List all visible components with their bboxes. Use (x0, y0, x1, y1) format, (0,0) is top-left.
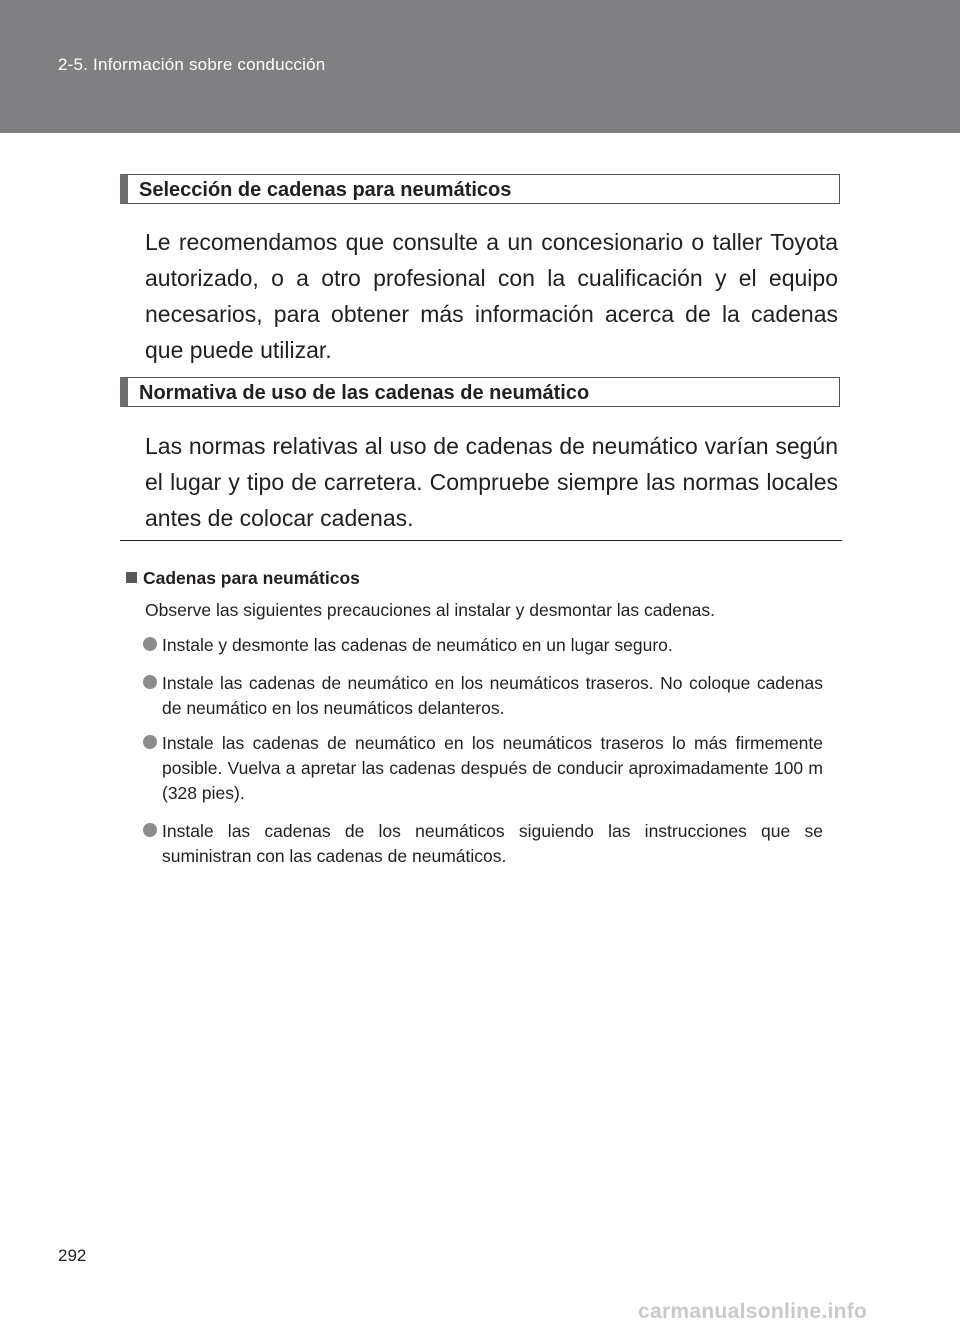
list-item: Instale y desmonte las cadenas de neumático en un lugar seguro. (143, 633, 823, 658)
page-number: 292 (58, 1246, 87, 1265)
circle-bullet-icon (143, 823, 157, 837)
square-bullet-icon (126, 572, 137, 583)
breadcrumb: 2-5. Información sobre conducción (58, 55, 326, 74)
list-item: Instale las cadenas de los neumáticos siguiendo las instrucciones que se suministran con las cadenas de neumáticos. (143, 819, 823, 869)
circle-bullet-icon (143, 675, 157, 689)
divider (120, 540, 842, 541)
page-header (0, 0, 960, 133)
circle-bullet-icon (143, 735, 157, 749)
watermark: carmanualsonline.info (638, 1300, 868, 1323)
circle-bullet-icon (143, 637, 157, 651)
section-body-chain-regulations: Las normas relativas al uso de cadenas de neumático varían según el lugar y tipo de carretera. Compruebe siempre las normas locales antes de colocar cadenas. (145, 433, 838, 531)
section-title-chain-regulations: Normativa de uso de las cadenas de neumático (120, 377, 840, 407)
section-title-chain-selection: Selección de cadenas para neumáticos (120, 174, 840, 204)
list-item: Instale las cadenas de neumático en los neumáticos traseros lo más firmemente posible. Vuelva a apretar las cadenas después de conducir aproximadamente 100 m (328 pies). (143, 731, 823, 806)
list-item: Instale las cadenas de neumático en los neumáticos traseros. No coloque cadenas de neumático en los neumáticos delanteros. (143, 671, 823, 721)
notes-intro: Observe las siguientes precauciones al instalar y desmontar las cadenas. (145, 600, 716, 620)
section-body-chain-selection: Le recomendamos que consulte a un concesionario o taller Toyota autorizado, o a otro profesional con la cualificación y el equipo necesarios, para obtener más información acerca de la cadenas que puede utilizar. (145, 229, 838, 363)
notes-heading: Cadenas para neumáticos (126, 568, 360, 589)
